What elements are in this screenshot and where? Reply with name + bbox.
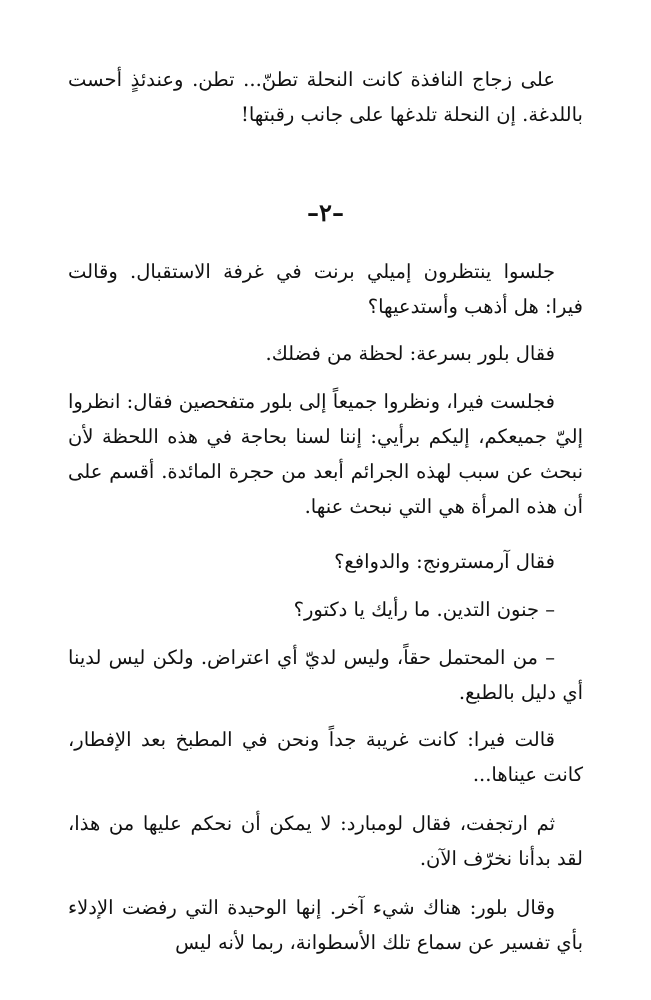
paragraph-blore-theory: فجلست فيرا، ونظروا جميعاً إلى بلور متفحصين فقال: انظروا إليّ جميعكم، إليكم برأيي: إننا لسنا بحاجة في هذه اللحظة لأن نبحث عن سبب لهذه الجرائم أبعد من حجرة المائدة. أقسم على أن هذه المرأة هي التي نبحث عنها. — [68, 390, 583, 518]
paragraph-no-evidence: – من المحتمل حقاً، وليس لديّ أي اعتراض. ولكن ليس لدينا أي دليل بالطبع. — [68, 646, 583, 704]
paragraph-bee-sting: على زجاج النافذة كانت النحلة تطنّ... تطن. وعندئذٍ أحست باللدغة. إن النحلة تلدغها على جانب رقبتها! — [68, 68, 583, 126]
book-page — [68, 0, 583, 1000]
chapter-number: –٢– — [307, 198, 344, 227]
paragraph-religious-mania: – جنون التدين. ما رأيك يا دكتور؟ — [293, 598, 555, 621]
paragraph-waiting: جلسوا ينتظرون إميلي برنت في غرفة الاستقبال. وقالت فيرا: هل أذهب وأستدعيها؟ — [68, 260, 583, 318]
paragraph-vera-kitchen: قالت فيرا: كانت غريبة جداً ونحن في المطبخ بعد الإفطار، كانت عيناها... — [68, 728, 583, 786]
paragraph-blore-moment: فقال بلور بسرعة: لحظة من فضلك. — [265, 342, 555, 365]
paragraph-armstrong-motive: فقال آرمسترونج: والدوافع؟ — [334, 550, 555, 573]
paragraph-blore-record: وقال بلور: هناك شيء آخر. إنها الوحيدة التي رفضت الإدلاء بأي تفسير عن سماع تلك الأسطوانة، ربما لأنه ليس — [68, 896, 583, 954]
paragraph-lombard: ثم ارتجفت، فقال لومبارد: لا يمكن أن نحكم عليها من هذا، لقد بدأنا نخرّف الآن. — [68, 812, 583, 870]
